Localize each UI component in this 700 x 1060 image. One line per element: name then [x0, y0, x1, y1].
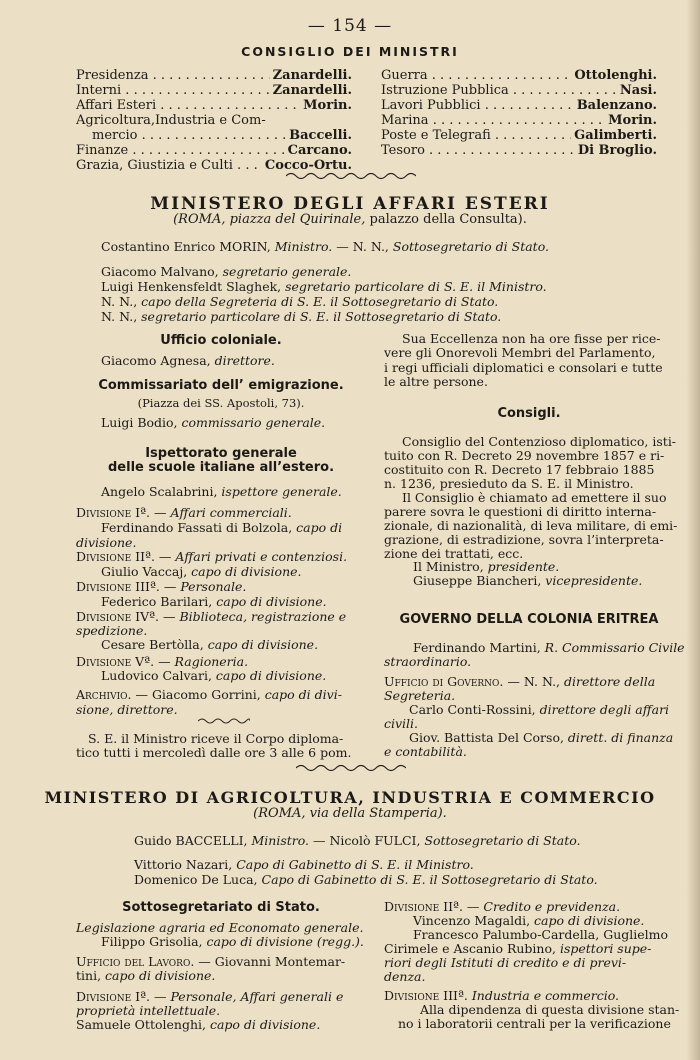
person-name: Ludovico Calvari,: [101, 668, 212, 683]
minister: Ottolenghi.: [571, 68, 657, 83]
division-person: [101, 637, 318, 652]
staff-name: N. N.,: [101, 309, 138, 324]
role: Istruzione Pubblica . . .: [381, 83, 617, 98]
minister: Baccelli.: [286, 128, 352, 143]
person-role: capo di: [292, 520, 343, 535]
minister-role: Ministro. —: [247, 833, 330, 848]
council-row: [381, 83, 657, 98]
agricoltura-title: MINISTERO DI AGRICOLTURA, INDUSTRIA E COMMERCIO: [44, 788, 656, 807]
person-name: Giov. Battista Del Corso,: [409, 730, 564, 745]
conti-line: [409, 702, 669, 717]
role: Poste e Telegrafi . . .: [381, 128, 571, 143]
delcorso-line: [409, 730, 673, 745]
minister-name: Guido BACCELLI,: [134, 833, 248, 848]
division-subject: — Credito e previdenza.: [462, 899, 621, 914]
agri-division-2-person: [413, 913, 644, 928]
agri-division-2-role-cont: riori degli Istituti di credito e di previ-: [384, 955, 627, 970]
governo-person: — N. N.,: [503, 674, 561, 689]
division-person: [101, 564, 302, 579]
minister: Di Broglio.: [575, 143, 657, 158]
person-name: Il Ministro,: [413, 559, 484, 574]
esteri-title: MINISTERO DEGLI AFFARI ESTERI: [150, 194, 550, 214]
small-ornament: [198, 716, 250, 726]
person-name: Angelo Scalabrini,: [101, 484, 218, 499]
archivio-line: [76, 687, 342, 702]
eritrea-role-cont: straordinario.: [384, 654, 472, 669]
person-role: capo di divisione.: [212, 594, 327, 609]
coloniale-heading: Ufficio coloniale.: [160, 333, 282, 348]
consigli-line: Consiglio del Contenzioso diplomatico, isti-: [402, 434, 677, 449]
consigli-line: grazione, di estradizione, sovra l’interpreta-: [384, 532, 664, 547]
role: Lavori Pubblici . . .: [381, 98, 574, 113]
council-row: [381, 143, 657, 158]
role: Presidenza . . .: [76, 68, 270, 83]
consigli-line: n. 1236, presieduto da S. E. il Ministro.: [384, 476, 634, 491]
agri-division-2: [384, 899, 620, 914]
division-subject-cont: spedizione.: [76, 623, 148, 638]
person-name: Federico Barilari,: [101, 594, 213, 609]
consigli-line: zionale, di nazionalità, di leva militare, di emi-: [384, 518, 678, 533]
division-line: [76, 609, 346, 624]
division-person: [101, 520, 342, 535]
esteri-minister-line: [101, 239, 549, 254]
minister-name: Costantino Enrico MORIN,: [101, 239, 271, 254]
council-row: [381, 98, 657, 113]
consigli-line: costituito con R. Decreto 17 febbraio 1885: [384, 462, 655, 477]
agri-division-1-cont: proprietà intellettuale.: [76, 1003, 221, 1018]
undersecretary-role: Sottosegretario di Stato.: [388, 239, 549, 254]
agri-division-1-person: [76, 1017, 320, 1032]
person-name: Samuele Ottolenghi,: [76, 1017, 206, 1032]
person-role: dirett. di finanza: [563, 730, 674, 745]
minister: Balenzano.: [574, 98, 657, 113]
location-place: (ROMA, piazza del Quirinale,: [173, 212, 366, 227]
person-role: capo di divisione.: [187, 564, 302, 579]
staff-line: [101, 279, 547, 294]
agri-division-3-line: Alla dipendenza di questa divisione stan-: [420, 1002, 680, 1017]
sua-line: vere gli Onorevoli Membri del Parlamento,: [384, 345, 656, 360]
role: Agricoltura,Industria e Com-: [76, 113, 266, 128]
sua-line: Sua Eccellenza non ha ore fisse per rice-: [402, 331, 661, 346]
ornament-divider: [296, 762, 406, 774]
role: Guerra . . .: [381, 68, 571, 83]
lavoro-role: capo di divisione.: [101, 968, 216, 983]
staff-line: [101, 309, 501, 324]
agri-division-3: [384, 988, 619, 1003]
division-subject: Ragioneria.: [174, 654, 249, 669]
minister: Cocco-Ortu.: [262, 158, 352, 173]
lavoro-line-cont: [76, 968, 215, 983]
council-row: [76, 68, 352, 83]
consigli-line: zione dei trattati, ecc.: [384, 546, 524, 561]
person-role: capo di divisione.: [530, 913, 645, 928]
sottosegretariato-heading: Sottosegretariato di Stato.: [122, 900, 320, 915]
staff-name: Luigi Henkensfeldt Slaghek,: [101, 279, 282, 294]
person-role: direttore degli affari: [535, 702, 670, 717]
division-label: Divisione IIª.: [76, 549, 155, 564]
agri-division-2-role-end: denza.: [384, 969, 426, 984]
person-role: ispettore generale.: [217, 484, 342, 499]
staff-line: [134, 872, 598, 887]
minister: Nasi.: [617, 83, 657, 98]
council-row: [92, 128, 352, 143]
division-line: [76, 654, 248, 669]
ispettorato-line: [101, 484, 342, 499]
inspectors-names: Cirimele e Ascanio Rubino,: [384, 941, 556, 956]
staff-role: Capo di Gabinetto di S. E. il Ministro.: [232, 857, 474, 872]
archivio-role-cont: sione, direttore.: [76, 702, 178, 717]
governo-line: [384, 674, 655, 689]
person-role: capo di divisione.: [211, 668, 327, 683]
delcorso-role-cont: e contabilità.: [384, 744, 467, 759]
agri-division-1: [76, 989, 343, 1004]
lavoro-person-cont: tini,: [76, 968, 102, 983]
undersecretary-name: Nicolò FULCI,: [329, 833, 421, 848]
minister: Morin.: [300, 98, 352, 113]
governo-role: direttore della: [560, 674, 656, 689]
archivio-role: capo di divi-: [260, 687, 342, 702]
minister: Zanardelli.: [270, 68, 352, 83]
consigli-heading: Consigli.: [497, 406, 561, 421]
role: Finanze . . .: [76, 143, 285, 158]
staff-name: Giacomo Malvano,: [101, 264, 219, 279]
person-name: Vincenzo Magaldi,: [413, 913, 531, 928]
sua-line: i regi ufficiali diplomatici e consolari e tutte: [384, 360, 663, 375]
archivio-label: Archivio.: [76, 687, 132, 702]
staff-name: Vittorio Nazari,: [134, 857, 233, 872]
agri-division-3-line: no i laboratorii centrali per la verificazione: [398, 1016, 671, 1031]
consigli-line: parere sovra le questioni di diritto interna-: [384, 504, 657, 519]
staff-role: Capo di Gabinetto di S. E. il Sottosegretario di Stato.: [257, 872, 598, 887]
governo-role-cont: Segreteria.: [384, 688, 456, 703]
council-row: [76, 83, 352, 98]
role: Marina . . .: [381, 113, 605, 128]
person-role: direttore.: [210, 353, 275, 368]
person-role: R. Commissario Civile: [540, 640, 685, 655]
council-row: [381, 128, 657, 143]
reception-line-1: S. E. il Ministro riceve il Corpo diploma-: [88, 731, 344, 746]
dash: —: [154, 549, 176, 564]
staff-line: [101, 264, 351, 279]
person-name: Giacomo Agnesa,: [101, 353, 211, 368]
minister: Carcano.: [285, 143, 352, 158]
sua-line: le altre persone.: [384, 374, 488, 389]
staff-name: N. N.,: [101, 294, 138, 309]
dash: —: [154, 654, 175, 669]
council-title: CONSIGLIO DEI MINISTRI: [241, 44, 459, 59]
consigli-president: [413, 559, 559, 574]
minister: Zanardelli.: [270, 83, 352, 98]
council-row: [76, 113, 352, 128]
minister: Morin.: [605, 113, 657, 128]
person-name: Luigi Bodio,: [101, 415, 178, 430]
lavoro-label: Ufficio del Lavoro.: [76, 954, 195, 969]
minister: Galimberti.: [571, 128, 657, 143]
division-subject: Personale.: [180, 579, 247, 594]
legislazione-line: Legislazione agraria ed Economato generale.: [76, 920, 364, 935]
division-line: [76, 549, 347, 564]
council-row: [76, 143, 352, 158]
role: mercio . . .: [92, 128, 286, 143]
emigrazione-heading: Commissariato dell’ emigrazione.: [98, 378, 344, 393]
division-label: Divisione IIIª.: [76, 579, 160, 594]
lavoro-line: [76, 954, 345, 969]
staff-role: capo della Segreteria di S. E. il Sottosegretario di Stato.: [137, 294, 499, 309]
agricoltura-location: (ROMA, via della Stamperia).: [253, 806, 447, 821]
eritrea-heading: GOVERNO DELLA COLONIA ERITREA: [399, 612, 659, 627]
staff-role: segretario particolare di S. E. il Sottosegretario di Stato.: [137, 309, 502, 324]
staff-line: [134, 857, 474, 872]
grisolia-line: [101, 934, 364, 949]
ispettorato-heading-2: delle scuole italiane all’estero.: [107, 460, 335, 475]
division-line: [76, 505, 292, 520]
lavoro-person: — Giovanni Montemar-: [194, 954, 346, 969]
division-subject: — Personale, Affari generali e: [150, 989, 344, 1004]
role: Tesoro . . .: [381, 143, 575, 158]
page-edge-shadow: [686, 0, 700, 1060]
person-name: Cesare Bertòlla,: [101, 637, 204, 652]
consigli-vicepresident: [413, 573, 642, 588]
staff-role: segretario generale.: [218, 264, 352, 279]
person-name: Carlo Conti-Rossini,: [409, 702, 536, 717]
division-label: Divisione IVª.: [76, 609, 160, 624]
person-role: capo di divisione.: [203, 637, 319, 652]
person-name: Ferdinando Fassati di Bolzola,: [101, 520, 293, 535]
person-role: vicepresidente.: [541, 573, 643, 588]
division-subject: Biblioteca, registrazione e: [179, 609, 347, 624]
agri-division-2-inspectors: Francesco Palumbo-Cardella, Guglielmo: [413, 927, 669, 942]
division-subject: Industria e commercio.: [467, 988, 619, 1003]
reception-line-2: tico tutti i mercoledì dalle ore 3 alle 6 pom.: [76, 745, 352, 760]
person-name: Giulio Vaccaj,: [101, 564, 188, 579]
person-name: Giuseppe Biancheri,: [413, 573, 542, 588]
person-role: presidente.: [483, 559, 560, 574]
undersecretary-name: N. N.,: [352, 239, 389, 254]
division-person: [101, 594, 327, 609]
inspectors-role: ispettori supe-: [555, 941, 652, 956]
staff-line: [101, 294, 498, 309]
council-row: [76, 98, 352, 113]
division-label: Divisione Iª.: [76, 989, 150, 1004]
archivio-person: — Giacomo Gorrini,: [131, 687, 261, 702]
dash: —: [159, 579, 181, 594]
division-subject: Affari commerciali.: [170, 505, 292, 520]
coloniale-line: [101, 353, 275, 368]
person-name: Filippo Grisolia,: [101, 934, 203, 949]
division-person-cont: divisione.: [76, 535, 137, 550]
division-subject: Affari privati e contenziosi.: [175, 549, 348, 564]
division-label: Divisione Vª.: [76, 654, 155, 669]
ispettorato-heading-1: Ispettorato generale: [145, 446, 297, 461]
staff-name: Domenico De Luca,: [134, 872, 258, 887]
person-role: capo di divisione (regg.).: [202, 934, 364, 949]
person-role: commissario generale.: [177, 415, 326, 430]
undersecretary-role: Sottosegretario di Stato.: [420, 833, 581, 848]
staff-role: segretario particolare di S. E. il Ministro.: [281, 279, 547, 294]
governo-label: Ufficio di Governo.: [384, 674, 504, 689]
eritrea-line: [413, 640, 685, 655]
division-line: [76, 579, 246, 594]
agricoltura-minister-line: [134, 833, 581, 848]
page-number: — 154 —: [307, 16, 393, 36]
person-name: Ferdinando Martini,: [413, 640, 541, 655]
ornament-divider: [286, 170, 416, 182]
division-label: Divisione IIIª.: [384, 988, 468, 1003]
dash: —: [159, 609, 180, 624]
esteri-location: [0, 212, 700, 227]
council-row: [381, 113, 657, 128]
role: Affari Esteri . . .: [76, 98, 300, 113]
consigli-line: tuito con R. Decreto 29 novembre 1857 e ri-: [384, 448, 665, 463]
conti-role-cont: civili.: [384, 716, 419, 731]
division-person: [101, 668, 326, 683]
role: Interni . . .: [76, 83, 270, 98]
council-row: [381, 68, 657, 83]
emigrazione-line: [101, 415, 325, 430]
role: Grazia, Giustizia e Culti . . .: [76, 158, 262, 173]
consigli-line: Il Consiglio è chiamato ad emettere il suo: [402, 490, 667, 505]
emigrazione-address: (Piazza dei SS. Apostoli, 73).: [137, 396, 305, 410]
minister-role: Ministro. —: [270, 239, 353, 254]
person-role: capo di divisione.: [205, 1017, 321, 1032]
division-label: Divisione IIª.: [384, 899, 463, 914]
location-building: palazzo della Consulta).: [365, 212, 527, 227]
dash: —: [150, 505, 171, 520]
agri-division-2-inspectors-cont: [384, 941, 651, 956]
division-label: Divisione Iª.: [76, 505, 150, 520]
